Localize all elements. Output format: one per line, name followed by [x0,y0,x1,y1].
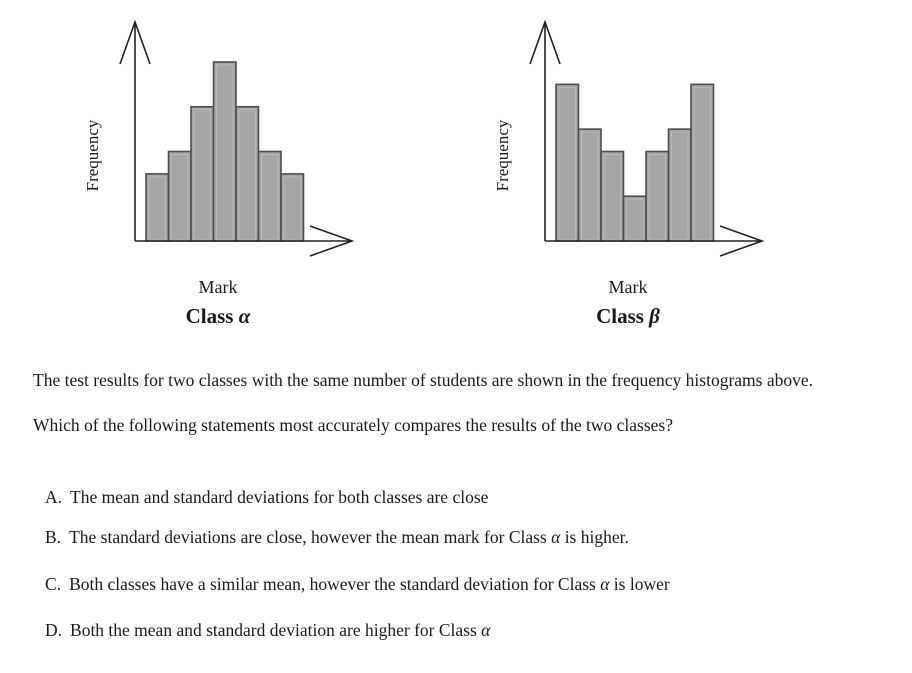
option-d[interactable] [45,620,490,641]
question-prompt: Which of the following statements most accurately compares the results of the two classes? [33,415,674,435]
option-symbol: α [481,620,491,640]
option-text: The mean and standard deviations for both classes are close [70,487,489,507]
chart-title-symbol: β [649,304,660,328]
option-text: Both the mean and standard deviation are higher for Class [70,620,482,640]
chart-title [186,304,251,328]
option-symbol: α [551,527,561,547]
option-letter: C. [45,574,62,594]
option-b[interactable] [45,527,629,548]
y-axis-label: Frequency [493,119,512,192]
y-axis-label: Frequency [83,119,102,192]
option-letter: D. [45,620,63,640]
option-letter: B. [45,527,62,547]
option-letter: A. [45,487,63,507]
option-symbol: α [600,574,610,594]
option-suffix: is lower [609,574,670,594]
chart-svg [470,0,790,340]
question-text: The test results for two classes with the same number of students are shown in the frequency histograms above. [33,370,814,390]
option-a[interactable] [45,487,488,508]
option-text: The standard deviations are close, however the mean mark for Class [69,527,552,547]
chart-title-text: Class [185,304,239,328]
chart-title-symbol: α [238,304,251,328]
chart-svg [60,0,380,340]
chart-title-text: Class [596,304,650,328]
histogram-class-beta [470,0,790,340]
option-c[interactable] [45,574,670,595]
chart-title [596,304,660,328]
option-suffix: is higher. [560,527,629,547]
x-axis-label: Mark [608,277,648,297]
option-text: Both classes have a similar mean, however the standard deviation for Class [69,574,601,594]
x-axis-label: Mark [198,277,238,297]
question-block [33,370,813,436]
histogram-class-alpha [60,0,380,340]
